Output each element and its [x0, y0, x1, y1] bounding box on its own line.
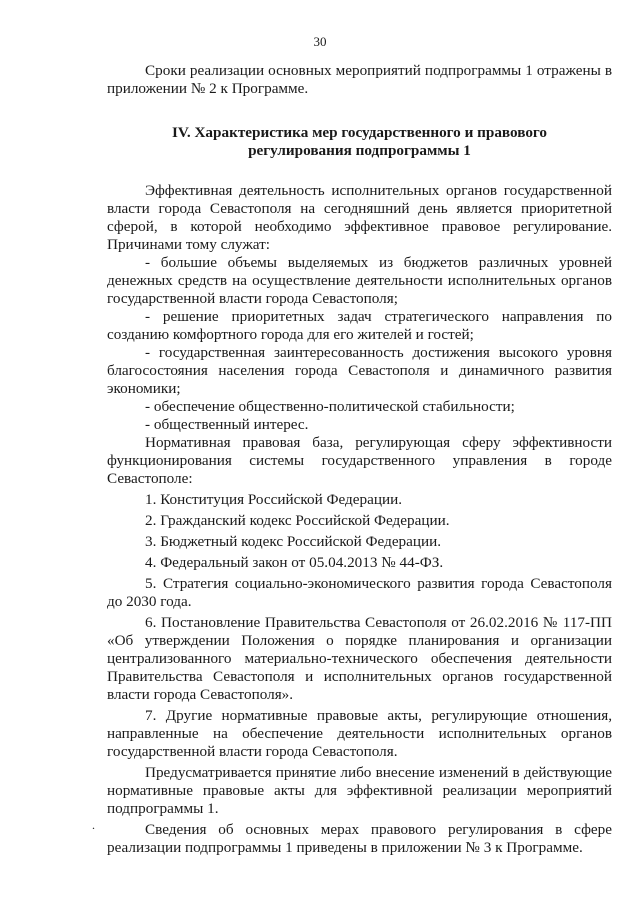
page-number: 30 — [313, 34, 327, 49]
law-item: 3. Бюджетный кодекс Российской Федерации. — [145, 533, 442, 550]
law-item: 1. Конституция Российской Федерации. — [145, 491, 403, 508]
intro-paragraph: Сроки реализации основных мероприятий подпрограммы 1 отражены в приложении № 2 к Программе. — [107, 62, 612, 97]
reason-item: - обеспечение общественно-политической стабильности; — [145, 398, 515, 415]
page-content — [107, 62, 612, 857]
paragraph-measures-info: Сведения об основных мерах правового регулирования в сфере реализации подпрограммы 1 приведены в приложении № 3 к Программе. — [107, 821, 612, 856]
section-heading-line-2: регулирования подпрограммы 1 — [248, 142, 471, 159]
paragraph-changes: Предусматривается принятие либо внесение изменений в действующие нормативные правовые акты для эффективной реализации мероприятий подпрограммы 1. — [107, 764, 612, 817]
law-item: 2. Гражданский кодекс Российской Федерации. — [145, 512, 450, 529]
paragraph-legal-base: Нормативная правовая база, регулирующая сферу эффективности функционирования системы государственного управления в городе Севастополе: — [107, 434, 612, 487]
law-item: 5. Стратегия социально-экономического развития города Севастополя до 2030 года. — [107, 575, 612, 610]
law-item: 7. Другие нормативные правовые акты, регулирующие отношения, направленные на обеспечение деятельности исполнительных органов государственной власти города Севастополя. — [107, 707, 612, 760]
reason-item: - большие объемы выделяемых из бюджетов различных уровней денежных средств на осуществление деятельности исполнительных органов государственной власти города Севастополя; — [107, 254, 612, 307]
reason-item: - общественный интерес. — [145, 416, 309, 433]
law-item: 4. Федеральный закон от 05.04.2013 № 44-ФЗ. — [145, 554, 444, 571]
scan-mark: . — [92, 818, 95, 832]
section-heading-line-1: IV. Характеристика мер государственного и правового — [171, 124, 548, 141]
paragraph-effectiveness: Эффективная деятельность исполнительных органов государственной власти города Севастополя на сегодняшний день является приоритетной сферой, в которой необходимо эффективное правовое регулирование. Причинами тому служат: — [107, 182, 612, 253]
reason-item: - решение приоритетных задач стратегического направления по созданию комфортного города для его жителей и гостей; — [107, 308, 612, 343]
reason-item: - государственная заинтересованность достижения высокого уровня благосостояния населения города Севастополя и динамичного развития экономики; — [107, 344, 612, 397]
section-heading — [107, 124, 612, 160]
law-item: 6. Постановление Правительства Севастополя от 26.02.2016 № 117-ПП «Об утверждении Положения о порядке планирования и организации централизованного материально-технического обеспечения деятельности Правительства Севастополя и исполнительных органов государственной власти города Севастополя». — [107, 614, 612, 703]
